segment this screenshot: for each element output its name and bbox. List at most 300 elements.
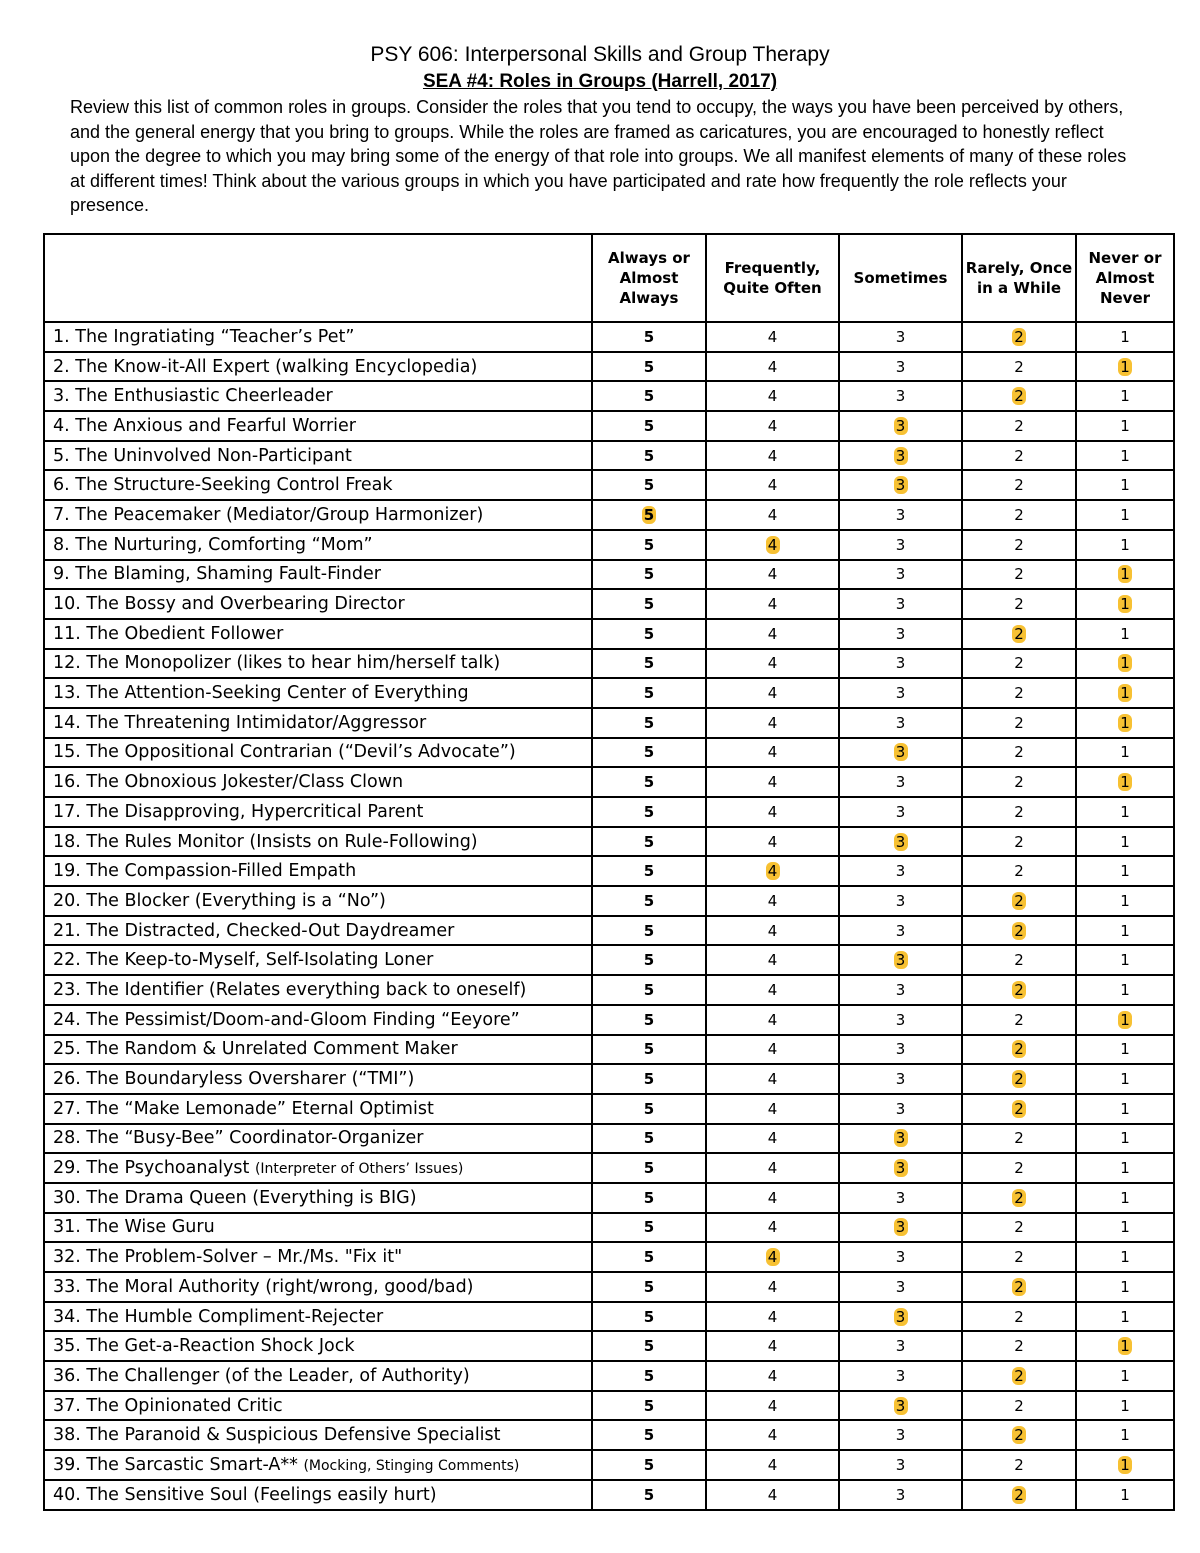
rating-cell-rarely[interactable] — [962, 1272, 1076, 1302]
rating-cell-never[interactable] — [1076, 1064, 1174, 1094]
rating-cell-never[interactable] — [1076, 352, 1174, 382]
rating-cell-always[interactable] — [592, 1420, 706, 1450]
rating-cell-sometimes[interactable] — [839, 1005, 962, 1035]
rating-cell-sometimes[interactable] — [839, 1094, 962, 1124]
table-row — [44, 589, 1174, 619]
rating-cell-never[interactable] — [1076, 1124, 1174, 1154]
rating-value-selected: 5 — [643, 505, 655, 524]
role-name: 15. The Oppositional Contrarian (“Devil’s Advocate”) — [53, 742, 516, 763]
rating-cell-frequently[interactable] — [706, 827, 839, 857]
rating-cell-frequently[interactable] — [706, 649, 839, 679]
rating-cell-never[interactable] — [1076, 560, 1174, 590]
rating-value: 1 — [1120, 1188, 1130, 1207]
rating-cell-always[interactable] — [592, 352, 706, 382]
rating-cell-always[interactable] — [592, 1361, 706, 1391]
roles-rating-table — [43, 233, 1175, 1511]
role-name-cell — [44, 1242, 592, 1272]
rating-cell-rarely[interactable] — [962, 649, 1076, 679]
rating-cell-sometimes[interactable] — [839, 1302, 962, 1332]
rating-cell-always[interactable] — [592, 322, 706, 352]
rating-cell-rarely[interactable] — [962, 708, 1076, 738]
rating-cell-frequently[interactable] — [706, 945, 839, 975]
rating-cell-rarely[interactable] — [962, 1183, 1076, 1213]
rating-cell-rarely[interactable] — [962, 678, 1076, 708]
rating-cell-rarely[interactable] — [962, 530, 1076, 560]
rating-cell-never[interactable] — [1076, 738, 1174, 768]
rating-cell-frequently[interactable] — [706, 1124, 839, 1154]
rating-value-selected: 3 — [894, 1159, 908, 1177]
rating-cell-rarely[interactable] — [962, 975, 1076, 1005]
table-row — [44, 1153, 1174, 1183]
rating-cell-never[interactable] — [1076, 797, 1174, 827]
rating-cell-frequently[interactable] — [706, 1242, 839, 1272]
rating-cell-never[interactable] — [1076, 827, 1174, 857]
rating-cell-frequently[interactable] — [706, 589, 839, 619]
rating-cell-never[interactable] — [1076, 381, 1174, 411]
role-name-cell — [44, 1005, 592, 1035]
rating-cell-rarely[interactable] — [962, 470, 1076, 500]
rating-value: 5 — [643, 565, 655, 584]
rating-cell-rarely[interactable] — [962, 827, 1076, 857]
rating-cell-rarely[interactable] — [962, 441, 1076, 471]
rating-cell-sometimes[interactable] — [839, 411, 962, 441]
rating-cell-frequently[interactable] — [706, 916, 839, 946]
rating-cell-frequently[interactable] — [706, 1272, 839, 1302]
rating-cell-frequently[interactable] — [706, 1331, 839, 1361]
rating-value: 4 — [767, 1337, 778, 1356]
rating-cell-frequently[interactable] — [706, 1094, 839, 1124]
rating-cell-sometimes[interactable] — [839, 322, 962, 352]
rating-cell-never[interactable] — [1076, 916, 1174, 946]
rating-cell-rarely[interactable] — [962, 767, 1076, 797]
rating-value: 4 — [767, 446, 778, 465]
rating-cell-frequently[interactable] — [706, 1480, 839, 1510]
rating-cell-always[interactable] — [592, 886, 706, 916]
rating-value: 5 — [643, 1159, 655, 1178]
rating-cell-always[interactable] — [592, 1450, 706, 1480]
rating-cell-sometimes[interactable] — [839, 1450, 962, 1480]
rating-cell-always[interactable] — [592, 589, 706, 619]
rating-value: 3 — [895, 1455, 906, 1474]
role-name-cell — [44, 1035, 592, 1065]
role-name: 12. The Monopolizer (likes to hear him/herself talk) — [53, 653, 501, 674]
role-name-cell — [44, 738, 592, 768]
rating-value: 5 — [643, 1426, 655, 1445]
rating-cell-always[interactable] — [592, 738, 706, 768]
rating-cell-never[interactable] — [1076, 1391, 1174, 1421]
rating-value: 3 — [895, 1188, 906, 1207]
rating-value: 3 — [895, 1099, 906, 1118]
rating-value-selected: 2 — [1012, 1426, 1026, 1444]
rating-cell-always[interactable] — [592, 560, 706, 590]
role-name: 24. The Pessimist/Doom-and-Gloom Finding “Eeyore” — [53, 1009, 520, 1030]
rating-value: 1 — [1120, 1277, 1130, 1296]
rating-cell-frequently[interactable] — [706, 441, 839, 471]
rating-cell-always[interactable] — [592, 975, 706, 1005]
rating-cell-never[interactable] — [1076, 856, 1174, 886]
rating-value: 4 — [767, 387, 778, 406]
rating-cell-always[interactable] — [592, 530, 706, 560]
rating-cell-always[interactable] — [592, 1391, 706, 1421]
rating-cell-sometimes[interactable] — [839, 827, 962, 857]
rating-cell-sometimes[interactable] — [839, 589, 962, 619]
rating-cell-always[interactable] — [592, 708, 706, 738]
rating-cell-never[interactable] — [1076, 500, 1174, 530]
role-name: 1. The Ingratiating “Teacher’s Pet” — [53, 326, 355, 347]
rating-value: 5 — [643, 446, 655, 465]
rating-cell-frequently[interactable] — [706, 530, 839, 560]
role-name-cell — [44, 441, 592, 471]
role-name: 4. The Anxious and Fearful Worrier — [53, 415, 356, 436]
rating-value-selected: 1 — [1118, 1337, 1132, 1355]
rating-cell-never[interactable] — [1076, 619, 1174, 649]
rating-cell-sometimes[interactable] — [839, 738, 962, 768]
role-name: 6. The Structure-Seeking Control Freak — [53, 475, 393, 496]
rating-cell-always[interactable] — [592, 1213, 706, 1243]
rating-cell-rarely[interactable] — [962, 1035, 1076, 1065]
rating-value: 2 — [1014, 1159, 1024, 1178]
rating-cell-never[interactable] — [1076, 441, 1174, 471]
table-row — [44, 411, 1174, 441]
role-name: 19. The Compassion-Filled Empath — [53, 861, 357, 882]
rating-cell-always[interactable] — [592, 1272, 706, 1302]
rating-cell-always[interactable] — [592, 1183, 706, 1213]
rating-cell-never[interactable] — [1076, 1213, 1174, 1243]
table-row — [44, 916, 1174, 946]
rating-cell-sometimes[interactable] — [839, 1480, 962, 1510]
table-row — [44, 886, 1174, 916]
rating-cell-always[interactable] — [592, 1480, 706, 1510]
rating-cell-always[interactable] — [592, 1064, 706, 1094]
rating-cell-never[interactable] — [1076, 1094, 1174, 1124]
rating-value: 3 — [895, 1366, 906, 1385]
rating-cell-frequently[interactable] — [706, 1361, 839, 1391]
rating-cell-always[interactable] — [592, 470, 706, 500]
rating-cell-always[interactable] — [592, 797, 706, 827]
rating-cell-rarely[interactable] — [962, 1420, 1076, 1450]
rating-cell-always[interactable] — [592, 1094, 706, 1124]
rating-cell-sometimes[interactable] — [839, 945, 962, 975]
rating-cell-always[interactable] — [592, 1124, 706, 1154]
rating-cell-rarely[interactable] — [962, 1064, 1076, 1094]
table-row — [44, 441, 1174, 471]
rating-cell-rarely[interactable] — [962, 1480, 1076, 1510]
table-row — [44, 1302, 1174, 1332]
rating-cell-sometimes[interactable] — [839, 767, 962, 797]
rating-cell-frequently[interactable] — [706, 1450, 839, 1480]
rating-cell-frequently[interactable] — [706, 1064, 839, 1094]
rating-cell-frequently[interactable] — [706, 1213, 839, 1243]
rating-cell-rarely[interactable] — [962, 1094, 1076, 1124]
rating-cell-always[interactable] — [592, 500, 706, 530]
rating-cell-rarely[interactable] — [962, 856, 1076, 886]
rating-cell-always[interactable] — [592, 1331, 706, 1361]
rating-cell-sometimes[interactable] — [839, 352, 962, 382]
role-name-cell — [44, 470, 592, 500]
rating-value: 4 — [767, 1188, 778, 1207]
rating-value: 1 — [1120, 1218, 1130, 1237]
rating-cell-frequently[interactable] — [706, 500, 839, 530]
role-name: 35. The Get-a-Reaction Shock Jock — [53, 1336, 355, 1357]
rating-cell-rarely[interactable] — [962, 1153, 1076, 1183]
rating-cell-sometimes[interactable] — [839, 500, 962, 530]
rating-cell-rarely[interactable] — [962, 1450, 1076, 1480]
rating-cell-rarely[interactable] — [962, 352, 1076, 382]
rating-cell-always[interactable] — [592, 1153, 706, 1183]
rating-cell-frequently[interactable] — [706, 411, 839, 441]
rating-value-selected: 3 — [894, 1129, 908, 1147]
role-name: 31. The Wise Guru — [53, 1217, 215, 1238]
rating-cell-always[interactable] — [592, 916, 706, 946]
table-row — [44, 1035, 1174, 1065]
table-row — [44, 1005, 1174, 1035]
role-name-cell — [44, 1213, 592, 1243]
rating-cell-sometimes[interactable] — [839, 560, 962, 590]
rating-cell-sometimes[interactable] — [839, 1272, 962, 1302]
rating-cell-never[interactable] — [1076, 886, 1174, 916]
rating-cell-sometimes[interactable] — [839, 1242, 962, 1272]
rating-value: 1 — [1120, 1159, 1130, 1178]
rating-cell-never[interactable] — [1076, 1035, 1174, 1065]
rating-value: 5 — [643, 713, 655, 732]
role-name: 2. The Know-it-All Expert (walking Encyclopedia) — [53, 356, 478, 377]
rating-value: 5 — [643, 476, 655, 495]
rating-cell-frequently[interactable] — [706, 1005, 839, 1035]
role-name-cell — [44, 352, 592, 382]
rating-cell-frequently[interactable] — [706, 1153, 839, 1183]
rating-cell-sometimes[interactable] — [839, 1064, 962, 1094]
rating-cell-frequently[interactable] — [706, 738, 839, 768]
rating-cell-always[interactable] — [592, 649, 706, 679]
rating-cell-frequently[interactable] — [706, 1302, 839, 1332]
rating-value-selected: 2 — [1012, 1040, 1026, 1058]
rating-cell-frequently[interactable] — [706, 1035, 839, 1065]
column-header-rarely: Rarely, Once in a While — [962, 234, 1076, 322]
rating-cell-always[interactable] — [592, 678, 706, 708]
rating-value: 3 — [895, 1337, 906, 1356]
rating-cell-frequently[interactable] — [706, 381, 839, 411]
rating-cell-sometimes[interactable] — [839, 1035, 962, 1065]
rating-value: 4 — [767, 1159, 778, 1178]
rating-cell-always[interactable] — [592, 1035, 706, 1065]
rating-cell-always[interactable] — [592, 767, 706, 797]
rating-cell-never[interactable] — [1076, 767, 1174, 797]
rating-cell-sometimes[interactable] — [839, 441, 962, 471]
rating-cell-always[interactable] — [592, 856, 706, 886]
rating-cell-frequently[interactable] — [706, 856, 839, 886]
rating-value: 3 — [895, 654, 906, 673]
rating-cell-never[interactable] — [1076, 975, 1174, 1005]
rating-cell-frequently[interactable] — [706, 886, 839, 916]
rating-cell-rarely[interactable] — [962, 411, 1076, 441]
rating-cell-never[interactable] — [1076, 1361, 1174, 1391]
rating-cell-frequently[interactable] — [706, 975, 839, 1005]
rating-cell-sometimes[interactable] — [839, 619, 962, 649]
table-row — [44, 649, 1174, 679]
rating-cell-never[interactable] — [1076, 1183, 1174, 1213]
rating-value: 1 — [1120, 1366, 1130, 1385]
rating-value: 3 — [895, 624, 906, 643]
table-row — [44, 738, 1174, 768]
rating-cell-sometimes[interactable] — [839, 678, 962, 708]
rating-cell-frequently[interactable] — [706, 470, 839, 500]
rating-cell-frequently[interactable] — [706, 1420, 839, 1450]
rating-cell-never[interactable] — [1076, 1242, 1174, 1272]
rating-value: 4 — [767, 1307, 778, 1326]
role-name: 7. The Peacemaker (Mediator/Group Harmonizer) — [53, 504, 484, 525]
rating-value: 1 — [1120, 951, 1130, 970]
rating-cell-sometimes[interactable] — [839, 1331, 962, 1361]
rating-cell-never[interactable] — [1076, 530, 1174, 560]
rating-cell-never[interactable] — [1076, 411, 1174, 441]
rating-cell-rarely[interactable] — [962, 589, 1076, 619]
rating-value: 5 — [643, 980, 655, 999]
rating-cell-frequently[interactable] — [706, 322, 839, 352]
rating-cell-rarely[interactable] — [962, 381, 1076, 411]
rating-cell-rarely[interactable] — [962, 1361, 1076, 1391]
role-name-cell — [44, 797, 592, 827]
rating-cell-rarely[interactable] — [962, 1005, 1076, 1035]
rating-cell-sometimes[interactable] — [839, 530, 962, 560]
rating-cell-sometimes[interactable] — [839, 1361, 962, 1391]
rating-value: 2 — [1014, 951, 1024, 970]
rating-cell-always[interactable] — [592, 411, 706, 441]
rating-cell-frequently[interactable] — [706, 797, 839, 827]
rating-cell-always[interactable] — [592, 441, 706, 471]
rating-cell-frequently[interactable] — [706, 767, 839, 797]
rating-value-selected: 1 — [1118, 1011, 1132, 1029]
role-name-cell — [44, 619, 592, 649]
role-name-cell — [44, 322, 592, 352]
rating-cell-never[interactable] — [1076, 1272, 1174, 1302]
rating-cell-always[interactable] — [592, 827, 706, 857]
role-name-cell — [44, 649, 592, 679]
rating-value: 5 — [643, 535, 655, 554]
rating-value-selected: 1 — [1118, 358, 1132, 376]
rating-cell-always[interactable] — [592, 1242, 706, 1272]
rating-cell-frequently[interactable] — [706, 352, 839, 382]
rating-cell-frequently[interactable] — [706, 708, 839, 738]
rating-cell-sometimes[interactable] — [839, 470, 962, 500]
rating-cell-sometimes[interactable] — [839, 1420, 962, 1450]
rating-cell-always[interactable] — [592, 619, 706, 649]
rating-value: 4 — [767, 1485, 778, 1504]
rating-cell-never[interactable] — [1076, 1450, 1174, 1480]
rating-value: 3 — [895, 1070, 906, 1089]
rating-cell-sometimes[interactable] — [839, 916, 962, 946]
rating-cell-rarely[interactable] — [962, 945, 1076, 975]
rating-cell-rarely[interactable] — [962, 1213, 1076, 1243]
rating-cell-rarely[interactable] — [962, 916, 1076, 946]
rating-cell-frequently[interactable] — [706, 1391, 839, 1421]
rating-cell-never[interactable] — [1076, 1005, 1174, 1035]
rating-value-selected: 3 — [894, 447, 908, 465]
role-name: 30. The Drama Queen (Everything is BIG) — [53, 1187, 417, 1208]
rating-value: 2 — [1014, 476, 1024, 495]
rating-value: 1 — [1120, 832, 1130, 851]
table-row — [44, 1064, 1174, 1094]
rating-cell-sometimes[interactable] — [839, 1153, 962, 1183]
rating-cell-never[interactable] — [1076, 322, 1174, 352]
rating-value-selected: 3 — [894, 951, 908, 969]
rating-cell-frequently[interactable] — [706, 678, 839, 708]
rating-cell-sometimes[interactable] — [839, 1183, 962, 1213]
rating-cell-rarely[interactable] — [962, 1302, 1076, 1332]
rating-value: 3 — [895, 1485, 906, 1504]
rating-cell-never[interactable] — [1076, 1480, 1174, 1510]
rating-cell-sometimes[interactable] — [839, 975, 962, 1005]
rating-cell-sometimes[interactable] — [839, 1391, 962, 1421]
rating-cell-rarely[interactable] — [962, 797, 1076, 827]
rating-value: 5 — [643, 773, 655, 792]
role-name: 36. The Challenger (of the Leader, of Authority) — [53, 1365, 470, 1386]
table-row — [44, 945, 1174, 975]
rating-cell-never[interactable] — [1076, 1420, 1174, 1450]
rating-cell-never[interactable] — [1076, 649, 1174, 679]
rating-cell-sometimes[interactable] — [839, 886, 962, 916]
rating-cell-always[interactable] — [592, 1005, 706, 1035]
role-name-cell — [44, 1064, 592, 1094]
rating-cell-sometimes[interactable] — [839, 1213, 962, 1243]
rating-cell-sometimes[interactable] — [839, 381, 962, 411]
rating-cell-never[interactable] — [1076, 1302, 1174, 1332]
rating-cell-always[interactable] — [592, 945, 706, 975]
rating-cell-never[interactable] — [1076, 678, 1174, 708]
rating-cell-rarely[interactable] — [962, 1242, 1076, 1272]
rating-value-selected: 1 — [1118, 684, 1132, 702]
rating-cell-always[interactable] — [592, 381, 706, 411]
rating-value: 1 — [1120, 327, 1130, 346]
rating-value-selected: 2 — [1012, 387, 1026, 405]
rating-cell-always[interactable] — [592, 1302, 706, 1332]
rating-cell-rarely[interactable] — [962, 738, 1076, 768]
rating-value: 3 — [895, 713, 906, 732]
rating-cell-sometimes[interactable] — [839, 797, 962, 827]
rating-cell-sometimes[interactable] — [839, 649, 962, 679]
table-row — [44, 1242, 1174, 1272]
rating-value: 3 — [895, 773, 906, 792]
rating-cell-never[interactable] — [1076, 1153, 1174, 1183]
rating-cell-rarely[interactable] — [962, 560, 1076, 590]
column-header-sometimes: Sometimes — [839, 234, 962, 322]
rating-cell-rarely[interactable] — [962, 1391, 1076, 1421]
rating-value: 3 — [895, 535, 906, 554]
table-row — [44, 708, 1174, 738]
rating-cell-frequently[interactable] — [706, 619, 839, 649]
rating-cell-never[interactable] — [1076, 470, 1174, 500]
rating-cell-rarely[interactable] — [962, 322, 1076, 352]
rating-cell-frequently[interactable] — [706, 1183, 839, 1213]
rating-cell-rarely[interactable] — [962, 500, 1076, 530]
rating-cell-never[interactable] — [1076, 589, 1174, 619]
rating-value-selected: 3 — [894, 1218, 908, 1236]
rating-cell-never[interactable] — [1076, 708, 1174, 738]
rating-cell-sometimes[interactable] — [839, 856, 962, 886]
rating-cell-never[interactable] — [1076, 945, 1174, 975]
rating-cell-rarely[interactable] — [962, 619, 1076, 649]
rating-cell-rarely[interactable] — [962, 886, 1076, 916]
rating-cell-rarely[interactable] — [962, 1124, 1076, 1154]
rating-cell-sometimes[interactable] — [839, 708, 962, 738]
role-name-cell — [44, 1420, 592, 1450]
rating-cell-rarely[interactable] — [962, 1331, 1076, 1361]
rating-value: 3 — [895, 980, 906, 999]
table-row — [44, 1094, 1174, 1124]
rating-cell-never[interactable] — [1076, 1331, 1174, 1361]
rating-cell-frequently[interactable] — [706, 560, 839, 590]
role-name: 37. The Opinionated Critic — [53, 1395, 283, 1416]
rating-cell-sometimes[interactable] — [839, 1124, 962, 1154]
